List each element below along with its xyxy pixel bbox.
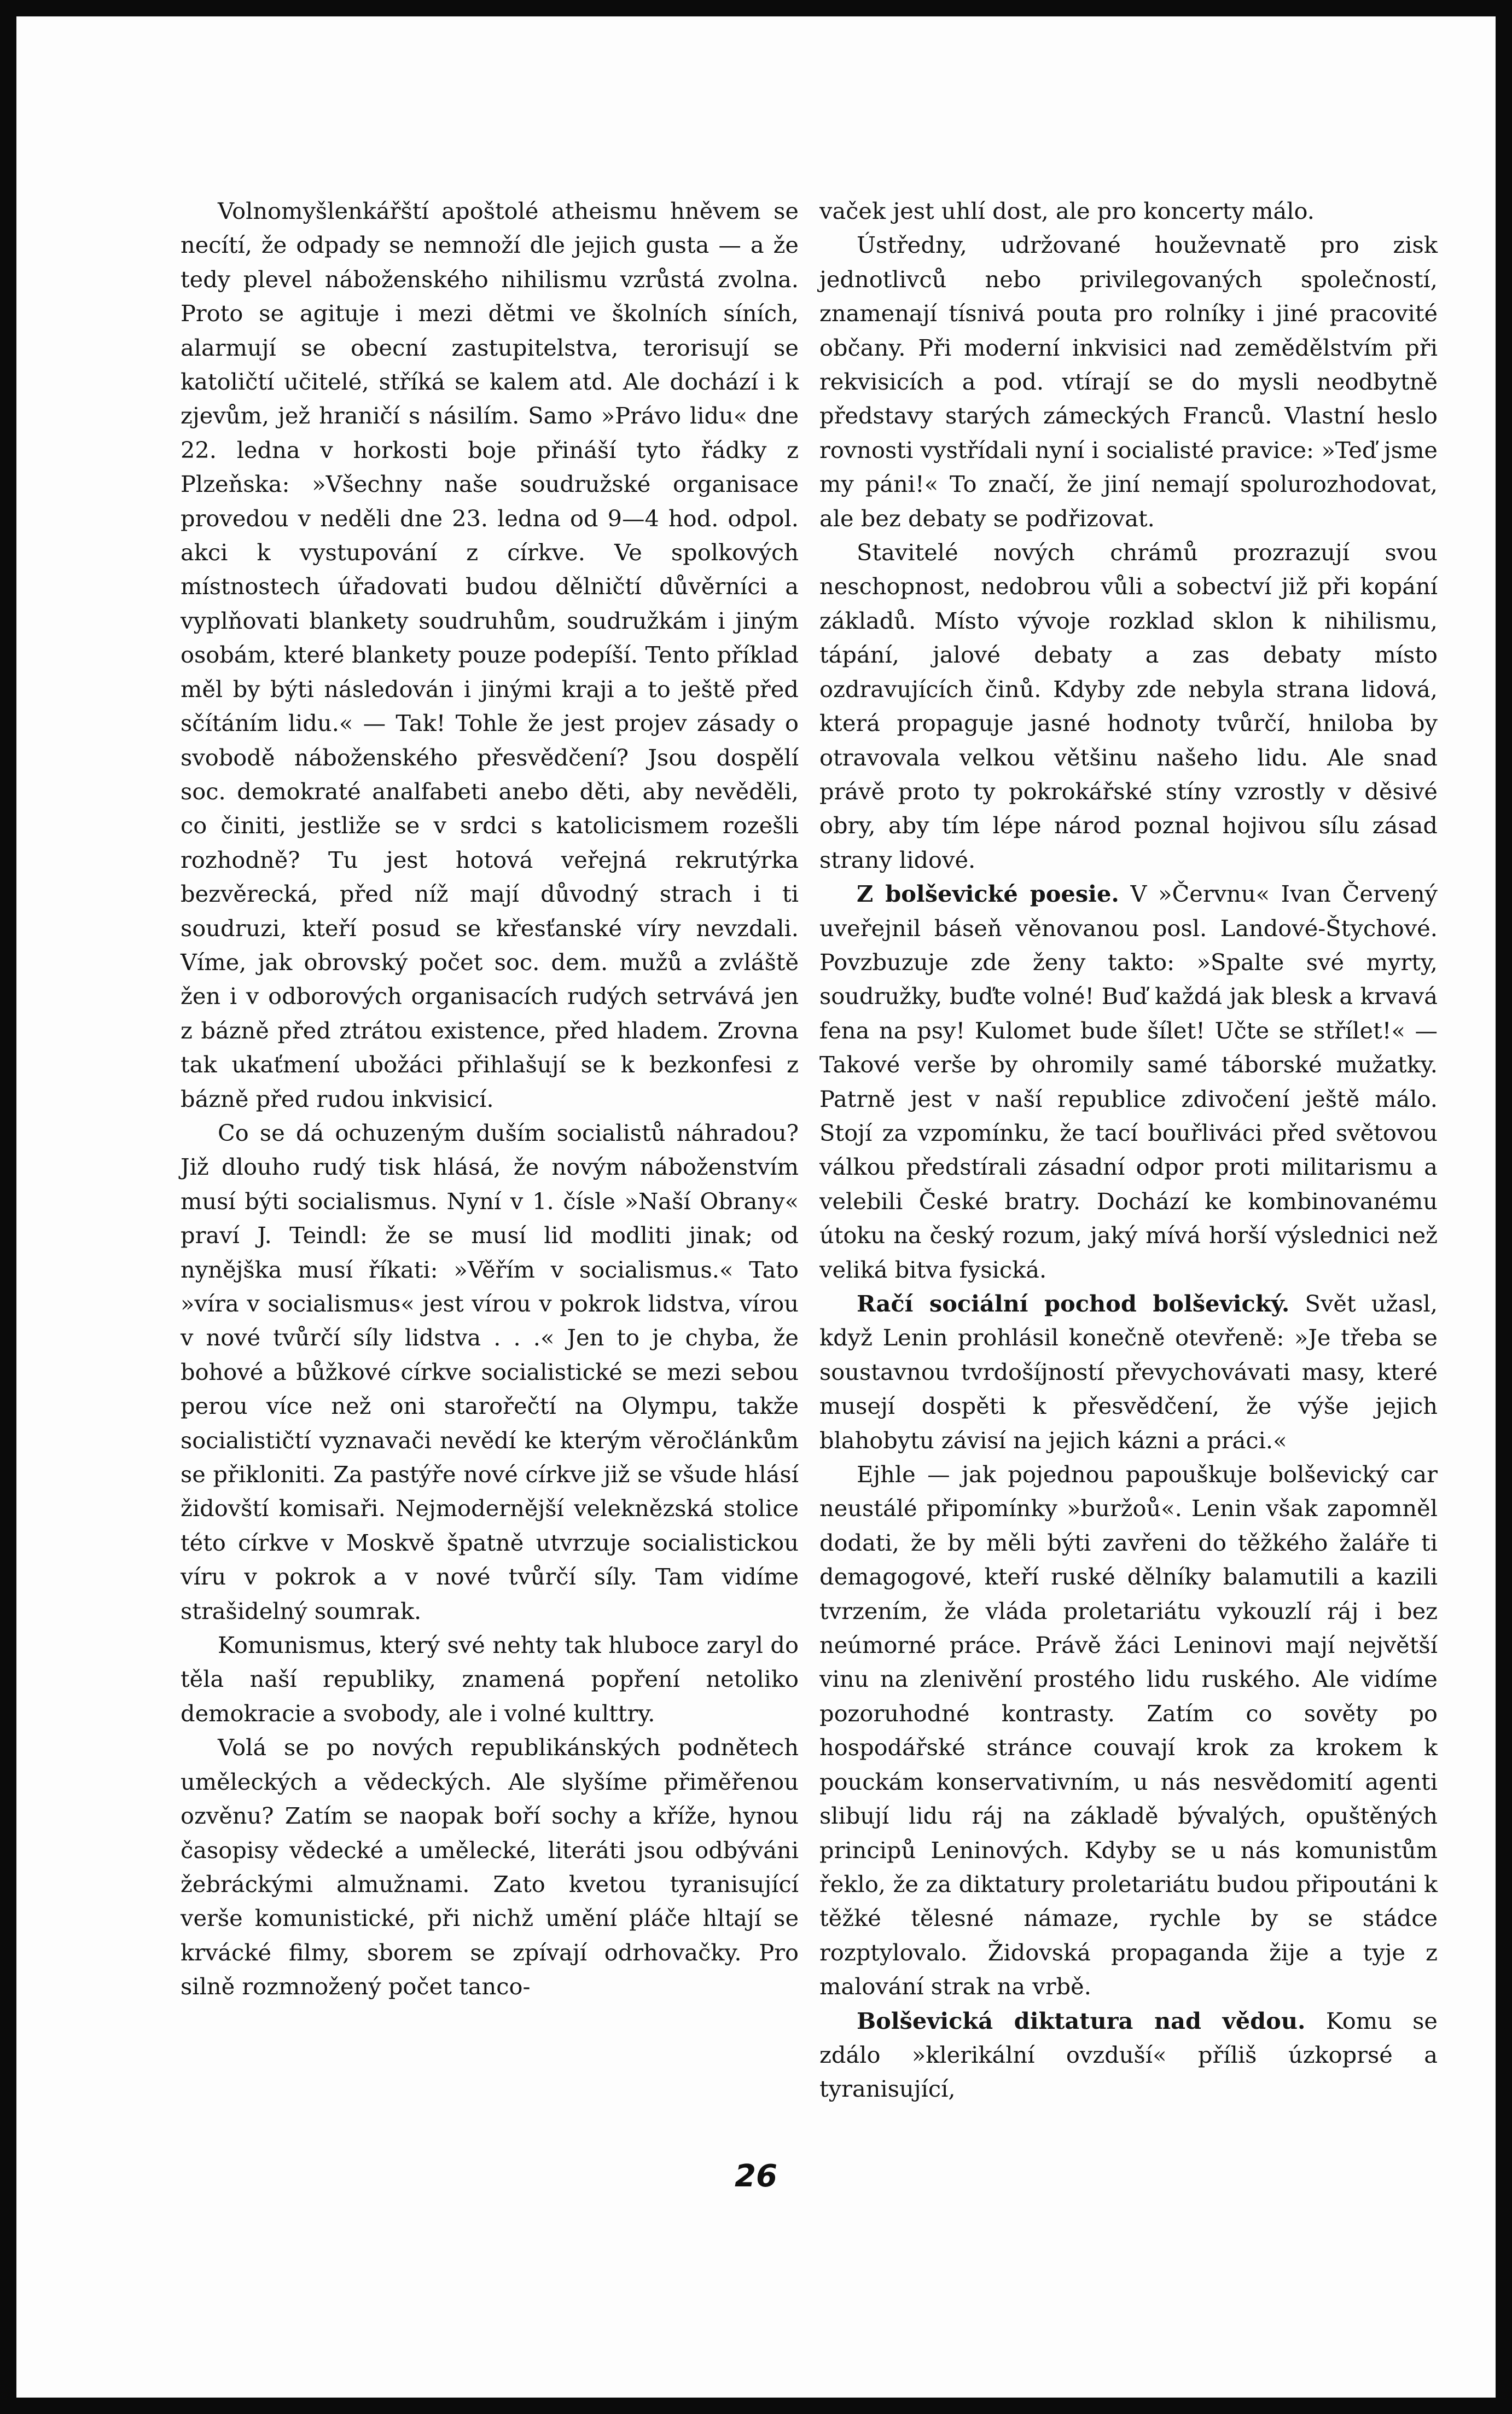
paragraph (181, 1116, 799, 1628)
paragraph-text: Volnomyšlenkářští apoštolé atheismu hněvem se necítí, že odpady se nemnoží dle jejich gusta — a že tedy plevel náboženského nihilismu vzrůstá zvolna. Proto se agituje i mezi dětmi ve školních síních, alarmují se obecní zastupitelstva, terorisují se katoličtí učitelé, stříká se kalem atd. Ale dochází i k zjevům, jež hraničí s násilím. Samo »Právo lidu« dne 22. ledna v horkosti boje přináší tyto řádky z Plzeňska: »Všechny naše soudružské organisace provedou v neděli dne 23. ledna od 9—4 hod. odpol. akci k vystupování z církve. Ve spolkových místnostech úřadovati budou dělničtí důvěrníci a vyplňovati blankety soudruhům, soudružkám i jiným osobám, které blankety pouze podepíší. Tento příklad měl by býti následován i jinými kraji a to ještě před sčítáním lidu.« — Tak! Tohle že jest projev zásady o svobodě náboženského přesvědčení? Jsou dospělí soc. demokraté analfabeti anebo děti, aby nevěděli, co činiti, jestliže se v srdci s katolicismem rozešli rozhodně? Tu jest hotová veřejná rekrutýrka bezvěrecká, před níž mají důvodný strach i ti soudruzi, kteří posud se křesťanské víry nevzdali. Víme, jak obrovský počet soc. dem. mužů a zvláště žen i v odborových organisacích rudých setrvává jen z bázně před ztrátou existence, před hladem. Zrovna tak ukaťmení ubožáci přihlašují se k bezkonfesi z bázně před rudou inkvisicí. (181, 198, 799, 1112)
paragraph-text: Co se dá ochuzeným duším socialistů náhradou? Již dlouho rudý tisk hlásá, že novým náboženstvím musí býti socialismus. Nyní v 1. čísle »Naší Obrany« praví J. Teindl: že se musí lid modliti jinak; od nynějška musí říkati: »Věřím v socialismus.« Tato »víra v socialismus« jest vírou v pokrok lidstva, vírou v nové tvůrčí síly lidstva . . .« Jen to je chyba, že bohové a bůžkové církve socialistické se mezi sebou perou více než oni starořečtí na Olympu, takže socialističtí vyznavači nevědí ke kterým věročlánkům se přikloniti. Za pastýře nové církve již se všude hlásí židovští komisaři. Nejmodernější veleknězská stolice této církve v Moskvě špatně utvrzuje socialistickou víru v pokrok a v nové tvůrčí síly. Tam vidíme strašidelný soumrak. (181, 1119, 799, 1624)
document-page (16, 16, 1496, 2398)
page-number: 26 (735, 2158, 777, 2194)
paragraph-text: Svět užasl, když Lenin prohlásil konečně otevřeně: »Je třeba se soustavnou tvrdošíjností převychovávati masy, které musejí dospěti k přesvědčení, že výše jejich blahobytu závisí na jejich kázni a práci.« (819, 1290, 1438, 1454)
paragraph (181, 1628, 799, 1731)
paragraph-text: Ejhle — jak pojednou papouškuje bolševický car neustálé připomínky »buržoů«. Lenin však zapomněl dodati, že by měli býti zavřeni do těžkého žaláře ti demagogové, kteří ruské dělníky balamutili a kazili tvrzením, že vláda proletariátu vykouzlí ráj i bez neúmorné práce. Právě žáci Leninovi mají největší vinu na zlenivění prostého lidu ruského. Ale vidíme pozoruhodné kontrasty. Zatím co sověty po hospodářské stránce couvají krok za krokem k pouckám konservativním, u nás nesvědomití agenti slibují lidu ráj na základě bývalých, opuštěných principů Leninových. Kdyby se u nás komunistům řeklo, že za diktatury proletariátu budou připoutáni k těžké tělesné námaze, rychle by se stádce rozptylovalo. Židovská propaganda žije a tyje z malování strak na vrbě. (819, 1461, 1438, 2000)
paragraph (819, 2004, 1438, 2107)
section-heading: Z bolševické poesie. (857, 880, 1119, 908)
paragraph-text: Volá se po nových republikánských podnětech uměleckých a vědeckých. Ale slyšíme přiměřenou ozvěnu? Zatím se naopak boří sochy a kříže, hynou časopisy vědecké a umělecké, literáti jsou odbýváni žebráckými almužnami. Zato kvetou tyranisující verše komunistické, při nichž umění pláče hltají se krvácké filmy, sborem se zpívají odrhovačky. Pro silně rozmnožený počet tanco- (181, 1734, 799, 2000)
left-column (181, 194, 799, 2004)
paragraph-continuation (819, 194, 1438, 228)
paragraph (819, 1458, 1438, 2004)
section-heading: Račí sociální pochod bolševický. (857, 1290, 1290, 1317)
paragraph (819, 228, 1438, 536)
section-heading: Bolševická diktatura nad vědou. (857, 2007, 1306, 2034)
paragraph (819, 877, 1438, 1287)
paragraph-text: vaček jest uhlí dost, ale pro koncerty málo. (819, 198, 1315, 224)
paragraph-text: Komu se zdálo »klerikální ovzduší« příliš úzkoprsé a tyranisující, (819, 2007, 1438, 2103)
paragraph (819, 1287, 1438, 1458)
right-column (819, 194, 1438, 2107)
paragraph (181, 1731, 799, 2004)
paragraph-text: V »Červnu« Ivan Červený uveřejnil báseň věnovanou posl. Landové-Štychové. Povzbuzuje zde ženy takto: »Spalte své myrty, soudružky, buďte volné! Buď každá jak blesk a krvavá fena na psy! Kulomet bude šílet! Učte se střílet!« — Takové verše by ohromily samé táborské mužatky. Patrně jest v naší republice zdivočení ještě málo. Stojí za vzpomínku, že tací bouřliváci před světovou válkou předstírali zásadní odpor proti militarismu a velebili České bratry. Dochází ke kombinovanému útoku na český rozum, jaký mívá horší výslednici než veliká bitva fysická. (819, 880, 1438, 1283)
paragraph-text: Komunismus, který své nehty tak hluboce zaryl do těla naší republiky, znamená popření netolikо demokracie a svobody, ale i volné kulttry. (181, 1632, 799, 1727)
paragraph (181, 194, 799, 1116)
paragraph-text: Ústředny, udržované houževnatě pro zisk jednotlivců nebo privilegovaných společností, znamenají tísnivá pouta pro rolníky i jiné pracovité občany. Při moderní inkvisici nad zemědělstvím při rekvisicích a pod. vtírají se do mysli neodbytně představy starých zámeckých Franců. Vlastní heslo rovnosti vystřídali nyní i socialisté pravice: »Teď jsme my páni!« To značí, že jiní nemají spolurozhodovat, ale bez debaty se podřizovat. (819, 231, 1438, 532)
paragraph-text: Stavitelé nových chrámů prozrazují svou neschopnost, nedobrou vůli a sobectví již při kopání základů. Místo vývoje rozklad sklon k nihilismu, tápání, jalové debaty a zas debaty místo ozdravujících činů. Kdyby zde nebyla strana lidová, která propaguje jasné hodnoty tvůrčí, hniloba by otravovala velkou většinu našeho lidu. Ale snad právě proto ty pokrokářské stíny vzrostly v děsivé obry, aby tím lépe národ poznal hojivou sílu zásad strany lidové. (819, 539, 1438, 873)
paragraph (819, 536, 1438, 877)
